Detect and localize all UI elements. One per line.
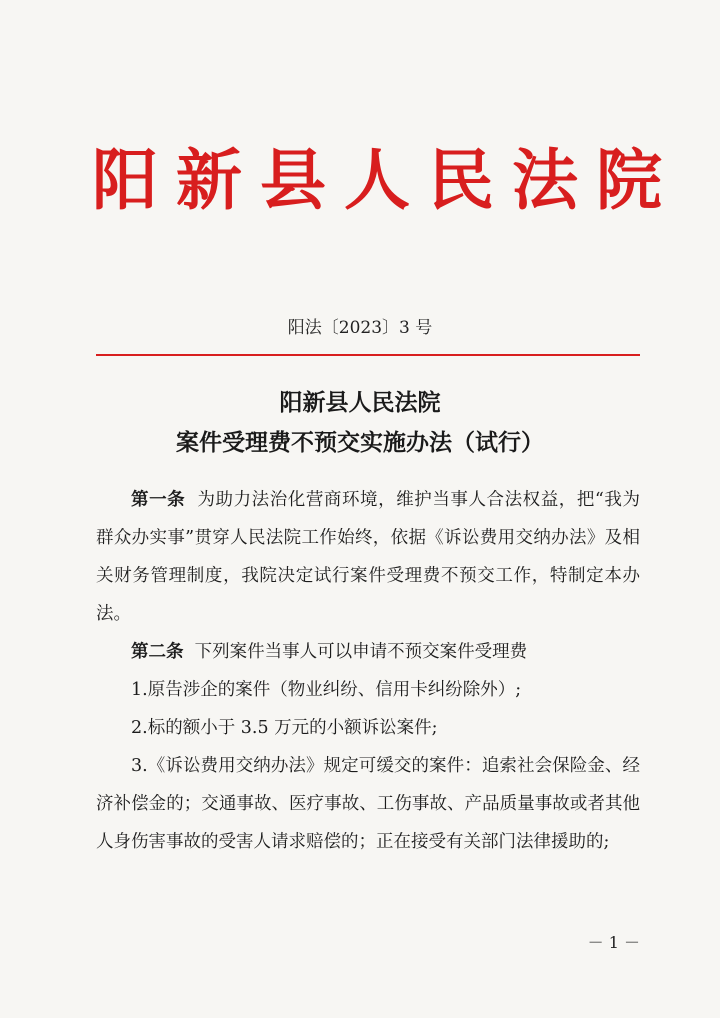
list-item: 2.标的额小于 3.5 万元的小额诉讼案件; (131, 718, 438, 738)
article-2 (96, 633, 640, 671)
article-2-label: 第二条 (131, 642, 184, 662)
document-title-line-2: 案件受理费不预交实施办法（试行） (176, 429, 544, 456)
list-item: 1.原告涉企的案件（物业纠纷、信用卡纠纷除外）; (131, 680, 522, 700)
list-item: 3.《诉讼费用交纳办法》规定可缓交的案件：追索社会保险金、经济补偿金的；交通事故、医疗事故、工伤事故、产品质量事故或者其他人身伤害事故的受害人请求赔偿的；正在接受有关部门法律援助的; (96, 756, 640, 852)
document-title-line-1: 阳新县人民法院 (279, 389, 441, 416)
page-number: － 1 － (587, 933, 640, 952)
article-1-label: 第一条 (131, 490, 186, 510)
article-1-text: 为助力法治化营商环境，维护当事人合法权益，把“我为群众办实事”贯穿人民法院工作始终，依据《诉讼费用交纳办法》及相关财务管理制度，我院决定试行案件受理费不预交工作，特制定本办法。 (96, 490, 640, 624)
document-number: 阳法〔2023〕3 号 (287, 318, 433, 338)
article-1 (96, 481, 640, 633)
red-divider-line (96, 354, 640, 356)
document-body (96, 481, 640, 861)
article-2-text: 下列案件当事人可以申请不预交案件受理费 (194, 642, 528, 662)
issuing-authority-header: 阳新县人民法院 (92, 141, 680, 219)
